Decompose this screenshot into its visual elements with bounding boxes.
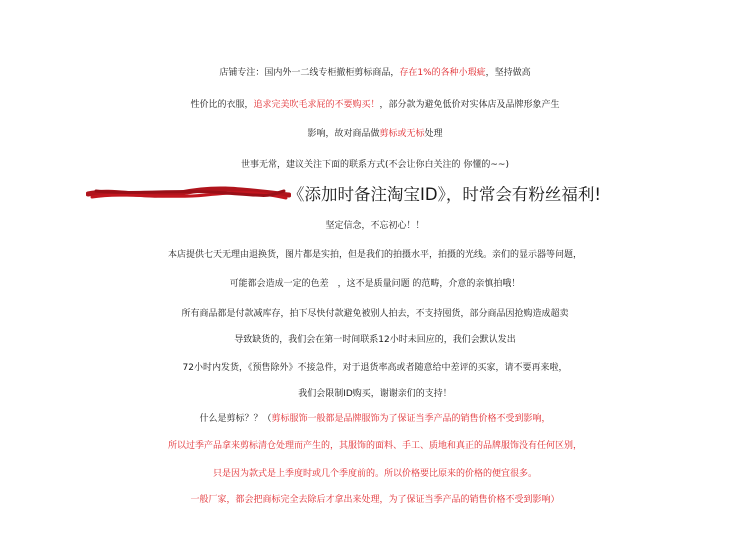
- redacted-scribble: [86, 186, 291, 202]
- text-segment: 性价比的衣服，: [190, 100, 254, 110]
- notice-line-15: 只是因为款式是上季度时或几个季度前的。所以价格要比原来的价格的便宜很多。: [212, 469, 537, 479]
- notice-line-8: 可能都会造成一定的色差 ，这不是质量问题 的范畴，介意的亲慎拍哦！: [229, 279, 521, 289]
- text-segment: 处理: [424, 129, 443, 139]
- highlight-cut-label: 剪标或无标: [379, 129, 425, 139]
- notice-line-16: 一般厂家，都会把商标完全去除后才拿出来处理，为了保证当季产品的销售价格不受到影响）: [190, 495, 560, 505]
- highlight-flaw: 存在1%的各种小瑕疵: [399, 68, 486, 78]
- text-segment: ，部分款为避免低价对实体店及品牌形象产生: [379, 100, 560, 110]
- notice-line-4: 世事无常，建议关注下面的联系方式(不会让你白关注的 你懂的~~): [241, 160, 509, 170]
- highlight-cut-label-definition: 剪标服饰一般都是品牌服饰为了保证当季产品的销售价格不受到影响，: [271, 414, 551, 424]
- notice-line-5: 《添加时备注淘宝ID》，时常会有粉丝福利!: [288, 185, 601, 204]
- notice-line-13: [0, 408, 750, 430]
- notice-line-6: 坚定信念，不忘初心！！: [325, 221, 425, 231]
- notice-line-7: 本店提供七天无理由退换货，图片都是实拍，但是我们的拍摄水平，拍摄的光线。亲们的显示器等问题，: [167, 250, 582, 260]
- highlight-perfection-warning: 追求完美吹毛求屁的不要购买！: [253, 100, 380, 110]
- notice-line-3: [0, 123, 750, 145]
- notice-line-1: [0, 62, 750, 84]
- text-segment: ，坚持做高: [485, 68, 531, 78]
- notice-line-9: 所有商品都是付款减库存，拍下尽快付款避免被别人拍去，不支持囤货，部分商品因抢购造成超卖: [181, 309, 569, 319]
- notice-line-12: 我们会限制ID购买，谢谢亲们的支持！: [298, 389, 452, 399]
- notice-line-2: [0, 94, 750, 116]
- text-segment: 店铺专注：国内外一二线专柜撤柜剪标商品，: [219, 68, 400, 78]
- notice-line-11: 72小时内发货，《预售除外》不接急件，对于退货率高或者随意给中差评的买家，请不要再来啦，: [182, 363, 568, 373]
- notice-line-10: 导致缺货的，我们会在第一时间联系12小时未回应的，我们会默认发出: [234, 335, 516, 345]
- text-segment: 什么是剪标？？（: [199, 414, 272, 424]
- notice-line-14: 所以过季产品拿来剪标清仓处理而产生的，其服饰的面料、手工、质地和真正的品牌服饰没有任何区别，: [167, 441, 582, 451]
- text-segment: 影响，故对商品做: [307, 129, 380, 139]
